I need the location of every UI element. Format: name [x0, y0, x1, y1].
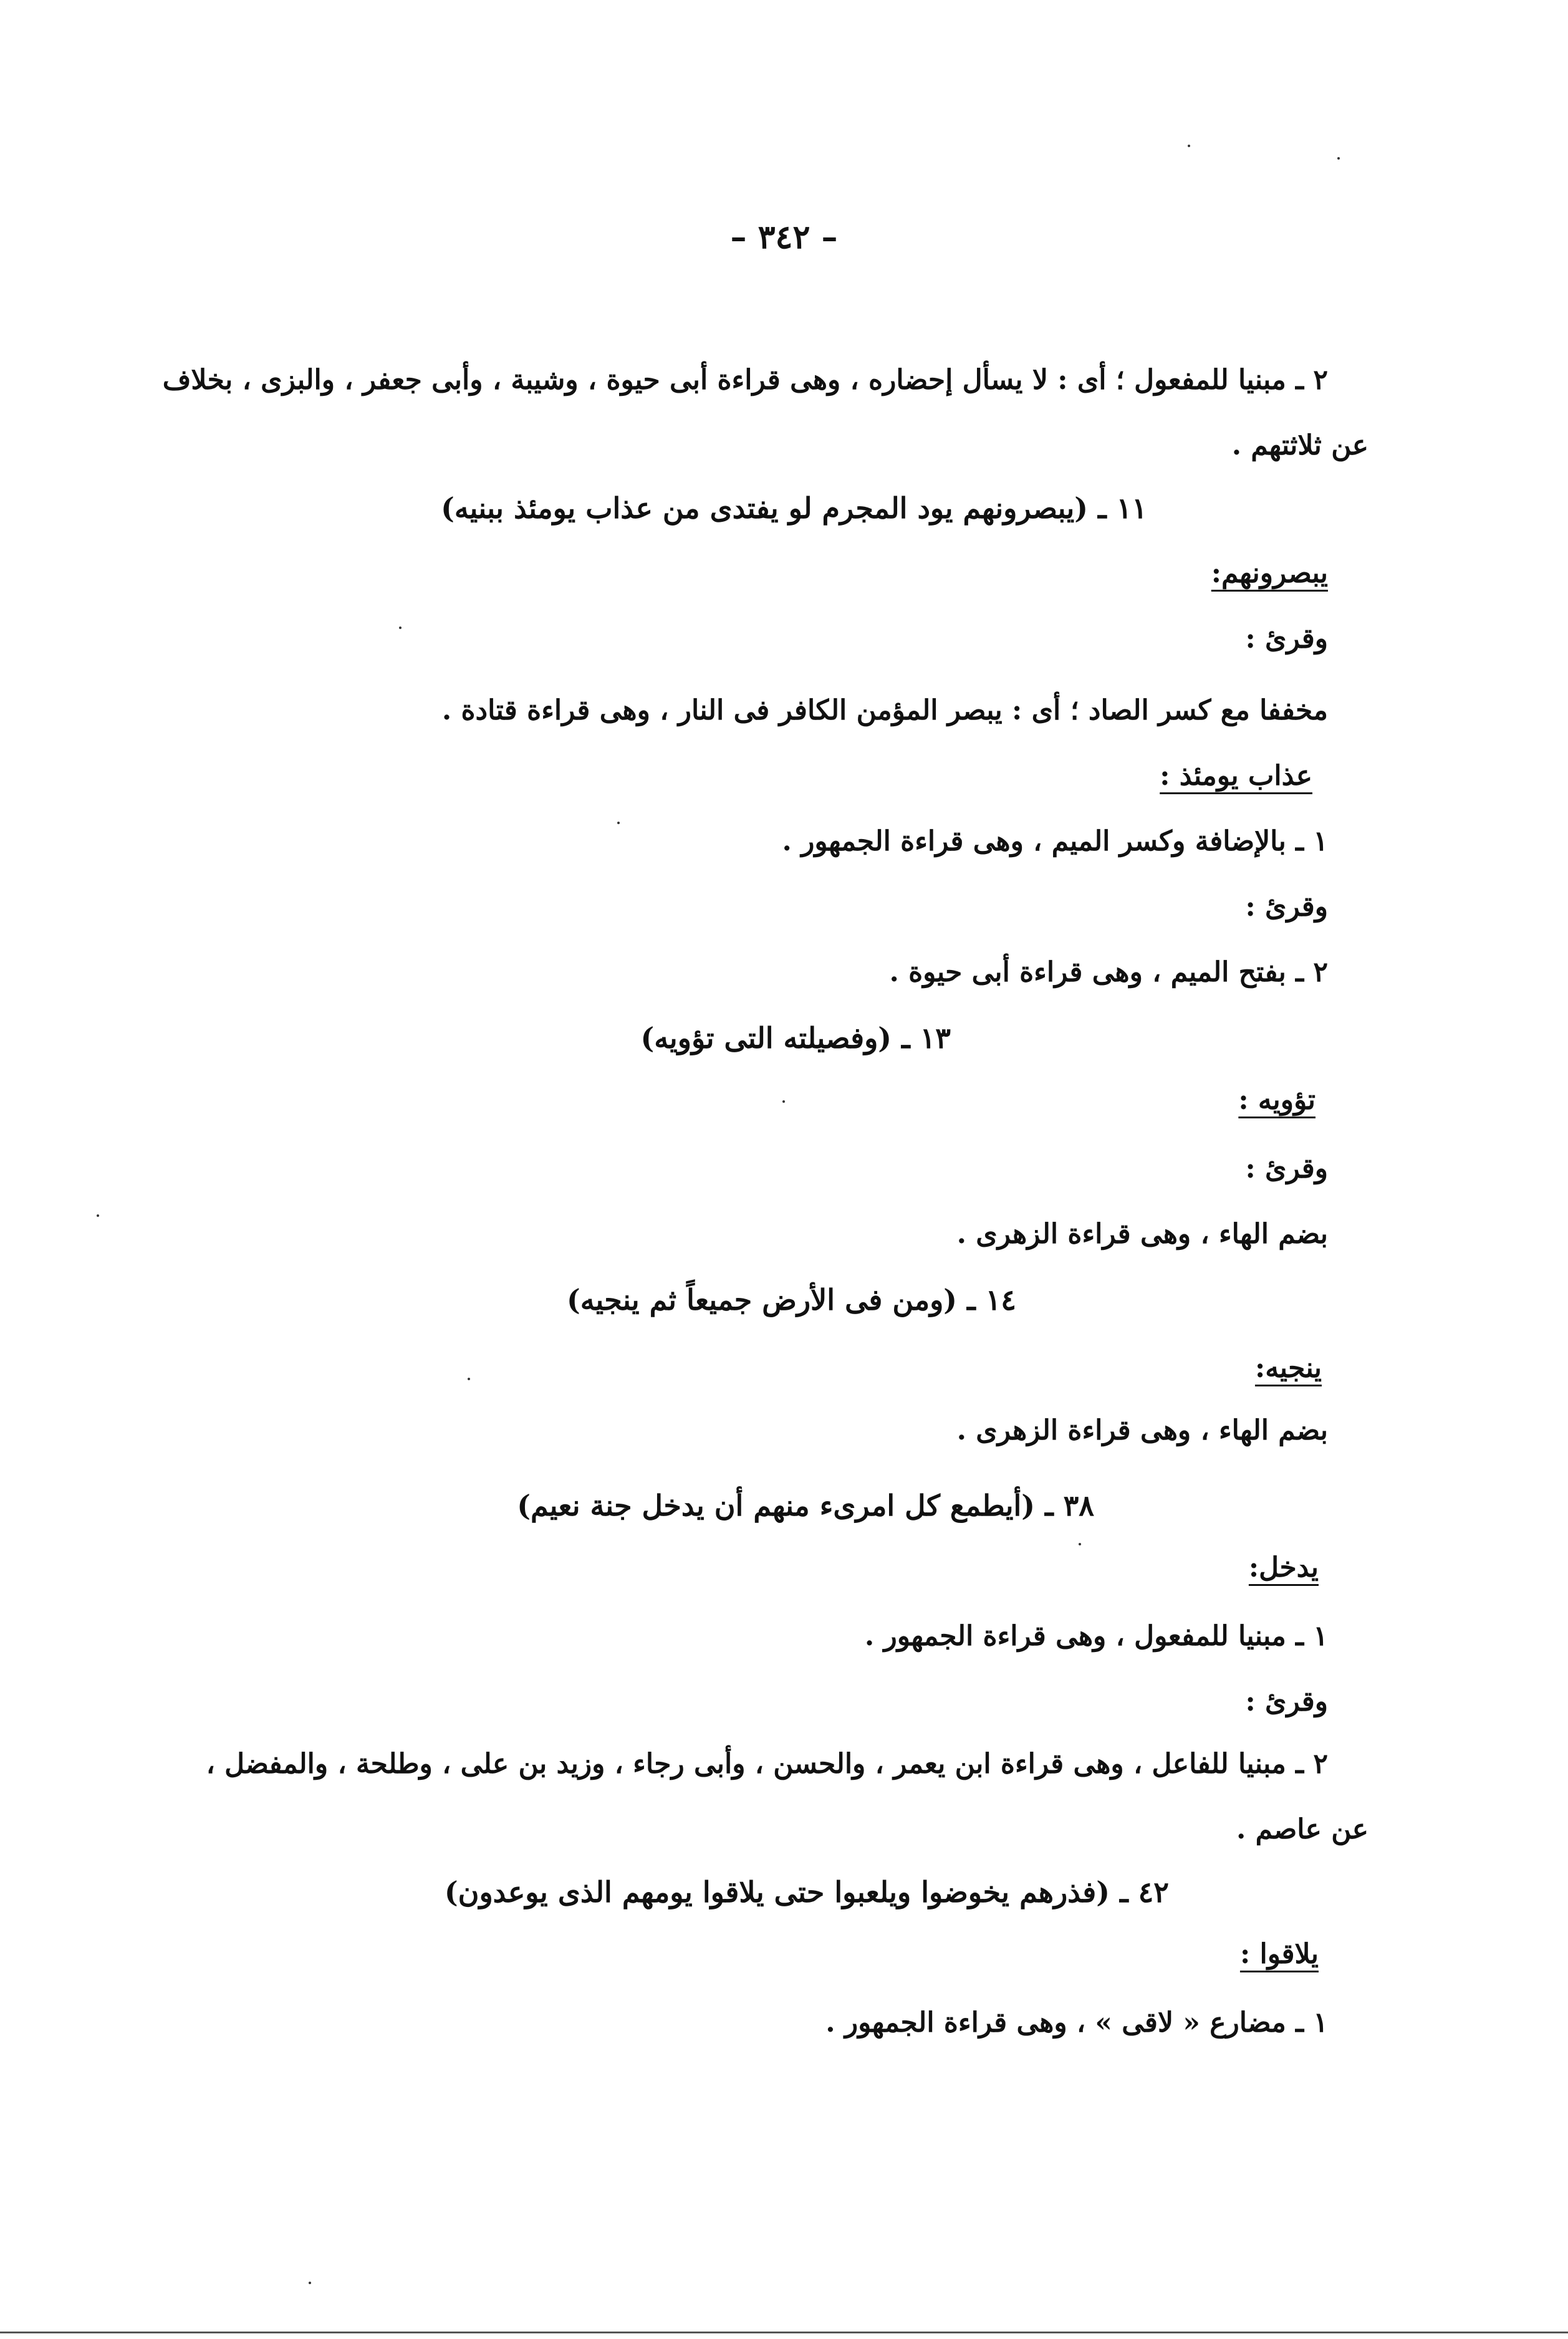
verse-line: ١٣ ـ (وفصيلته التى تؤويه) — [640, 1021, 951, 1055]
text-line: ٢ ـ مبنيا للفاعل ، وهى قراءة ابن يعمر ، والحسن ، وأبى رجاء ، وزيد بن على ، وطلحة ، والمفضل ، — [206, 1748, 1328, 1780]
scan-speck — [1337, 157, 1340, 160]
text-line: ١ ـ بالإضافة وكسر الميم ، وهى قراءة الجمهور . — [782, 825, 1328, 857]
scan-speck — [97, 1214, 99, 1217]
bottom-rule — [0, 2332, 1568, 2333]
section-heading: يلاقوا : — [1239, 1938, 1319, 1970]
page-number: – ٣٤٢ – — [730, 218, 838, 256]
verse-line: ٣٨ ـ (أيطمع كل امرىء منهم أن يدخل جنة نعيم) — [517, 1489, 1094, 1522]
scan-speck — [1079, 1543, 1081, 1545]
section-heading: عذاب يومئذ : — [1160, 760, 1312, 792]
text-line: بضم الهاء ، وهى قراءة الزهرى . — [956, 1218, 1328, 1250]
section-heading: يدخل: — [1248, 1552, 1319, 1583]
text-line: بضم الهاء ، وهى قراءة الزهرى . — [956, 1414, 1328, 1446]
text-line: ٢ ـ مبنيا للمفعول ؛ أى : لا يسأل إحضاره ، وهى قراءة أبى حيوة ، وشيبة ، وأبى جعفر ، والبزى ، بخلاف — [162, 364, 1328, 396]
verse-line: ٤٢ ـ (فذرهم يخوضوا ويلعبوا حتى يلاقوا يومهم الذى يوعدون) — [444, 1875, 1169, 1909]
scan-speck — [782, 1100, 785, 1103]
text-line: ١ ـ مبنيا للمفعول ، وهى قراءة الجمهور . — [864, 1620, 1328, 1652]
scan-speck — [399, 627, 402, 629]
text-line: ١ ـ مضارع « لاقى » ، وهى قراءة الجمهور . — [825, 2007, 1328, 2039]
scan-speck — [468, 1378, 470, 1380]
text-line: مخففا مع كسر الصاد ؛ أى : يبصر المؤمن الكافر فى النار ، وهى قراءة قتادة . — [441, 694, 1328, 726]
text-line: وقرئ : — [1245, 623, 1328, 655]
text-line: عن ثلاثتهم . — [1231, 430, 1368, 461]
scan-speck — [1188, 145, 1190, 147]
text-line: وقرئ : — [1245, 1153, 1328, 1184]
text-line: عن عاصم . — [1236, 1813, 1368, 1845]
section-heading: يبصرونهم: — [1211, 557, 1328, 589]
text-line: وقرئ : — [1245, 891, 1328, 923]
verse-line: ١١ ـ (يبصرونهم يود المجرم لو يفتدى من عذاب يومئذ ببنيه) — [441, 491, 1147, 525]
scan-speck — [617, 822, 620, 824]
section-heading: تؤويه : — [1238, 1084, 1315, 1116]
section-heading: ينجيه: — [1254, 1352, 1322, 1384]
verse-line: ١٤ ـ (ومن فى الأرض جميعاً ثم ينجيه) — [566, 1283, 1016, 1317]
text-line: وقرئ : — [1245, 1686, 1328, 1717]
scan-speck — [309, 2282, 311, 2284]
text-line: ٢ ـ بفتح الميم ، وهى قراءة أبى حيوة . — [889, 956, 1328, 988]
